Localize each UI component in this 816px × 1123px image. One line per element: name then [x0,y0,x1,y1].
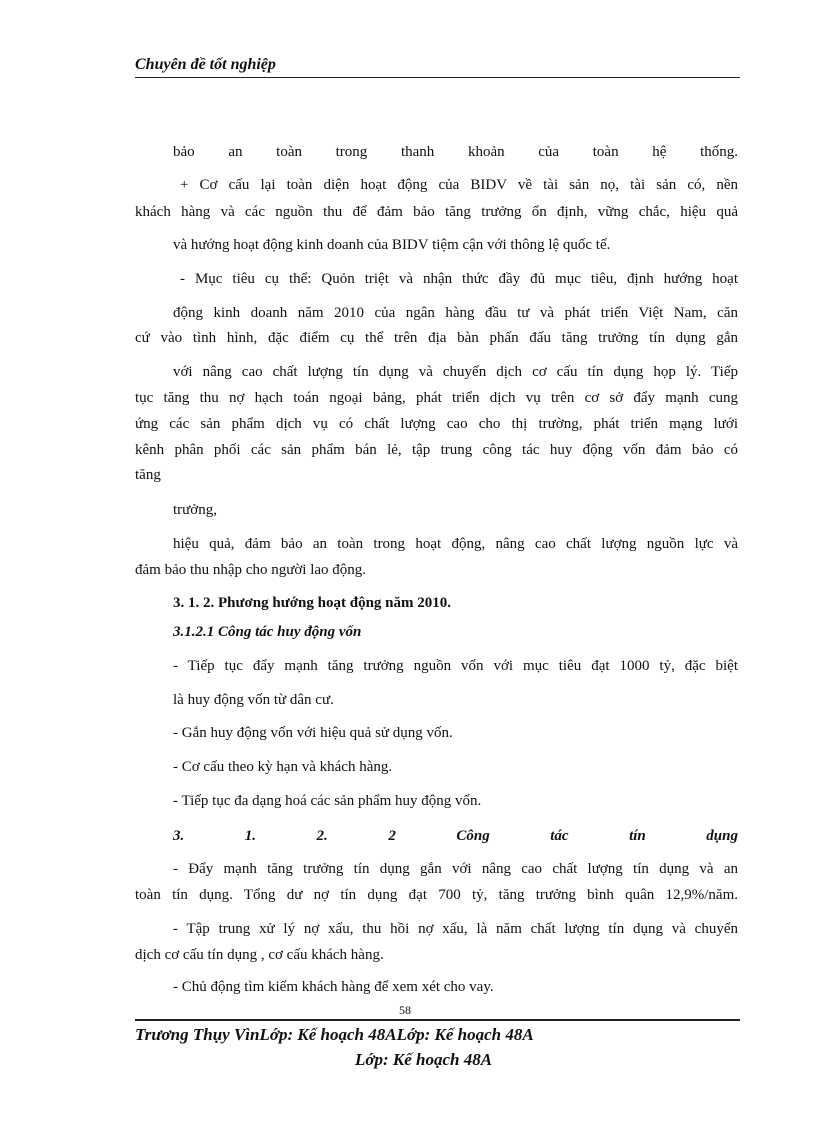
body-line: cứ vào tình hình, đặc điểm cụ thể trên địa bàn phấn đấu tăng trưởng tín dụng gắn [135,330,738,346]
footer-rule [135,1019,740,1021]
capital-line: - Tiếp tục đẩy mạnh tăng trưởng nguồn vốn với mục tiêu đạt 1000 tỷ, đặc biệt [173,658,738,674]
body-line: trưởng, [173,502,217,518]
body-line: đảm bảo thu nhập cho người lao động. [135,562,367,578]
body-line: kênh phân phối các sản phẩm bán lẻ, tập trung công tác huy động vốn đảm bảo có [135,442,738,458]
header-rule [135,77,740,78]
body-line: và hướng hoạt động kinh doanh của BIDV tiệm cận với thông lệ quốc tế. [173,237,611,253]
capital-line: - Tiếp tục đa dạng hoá các sản phẩm huy động vốn. [173,793,482,809]
capital-line: - Cơ cấu theo kỳ hạn và khách hàng. [173,759,393,775]
body-line: hiệu quả, đảm bảo an toàn trong hoạt động, nâng cao chất lượng nguồn lực và [173,536,738,552]
body-line: ứng các sản phẩm dịch vụ có chất lượng cao cho thị trường, phát triển mạng lưới [135,416,738,432]
footer-class: Lớp: Kế hoạch 48A [355,1050,493,1069]
body-line: bảo an toàn trong thanh khoản của toàn hệ thống. [173,144,738,160]
credit-line: - Tập trung xử lý nợ xấu, thu hồi nợ xấu, là năm chất lượng tín dụng và chuyển [173,921,738,937]
page-number: 58 [399,1003,411,1017]
section-heading: 3. 1. 2. Phương hướng hoạt động năm 2010. [173,595,452,611]
subsection-heading-capital: 3.1.2.1 Công tác huy động vốn [173,624,362,640]
body-line: tăng [135,467,161,483]
running-header: Chuyên đề tốt nghiệp [135,56,276,73]
credit-line: toàn tín dụng. Tổng dư nợ tín dụng đạt 700 tỷ, tăng trưởng bình quân 12,9%/năm. [135,887,738,903]
credit-line: dịch cơ cấu tín dụng , cơ cấu khách hàng. [135,947,384,963]
body-line: động kinh doanh năm 2010 của ngân hàng đầu tư và phát triển Việt Nam, căn [173,305,738,321]
body-line: tục tăng thu nợ hạch toán ngoại bảng, phát triển dịch vụ trên cơ sở đẩy mạnh cung [135,390,738,406]
credit-line: - Đẩy mạnh tăng trưởng tín dụng gắn với nâng cao chất lượng tín dụng và an [173,861,738,877]
subsection-heading-credit: 3. 1. 2. 2 Công tác tín dụng [173,828,738,844]
body-line: với nâng cao chất lượng tín dụng và chuyển dịch cơ cấu tín dụng họp lý. Tiếp [173,364,738,380]
body-line: khách hàng và các nguồn thu để đảm bảo tăng trưởng ổn định, vững chắc, hiệu quả [135,204,738,220]
credit-line: - Chủ động tìm kiếm khách hàng để xem xét cho vay. [173,979,494,995]
body-line: - Mục tiêu cụ thể: Quỏn triệt và nhận thức đầy đủ mục tiêu, định hướng hoạt [180,271,738,287]
body-line: + Cơ cấu lại toàn diện hoạt động của BIDV về tài sản nọ, tài sản có, nền [180,177,738,193]
capital-line: là huy động vốn từ dân cư. [173,692,334,708]
footer-author: Trương Thụy VìnLớp: Kế hoạch 48ALớp: Kế hoạch 48A [135,1025,534,1044]
capital-line: - Gắn huy động vốn với hiệu quả sử dụng vốn. [173,725,453,741]
